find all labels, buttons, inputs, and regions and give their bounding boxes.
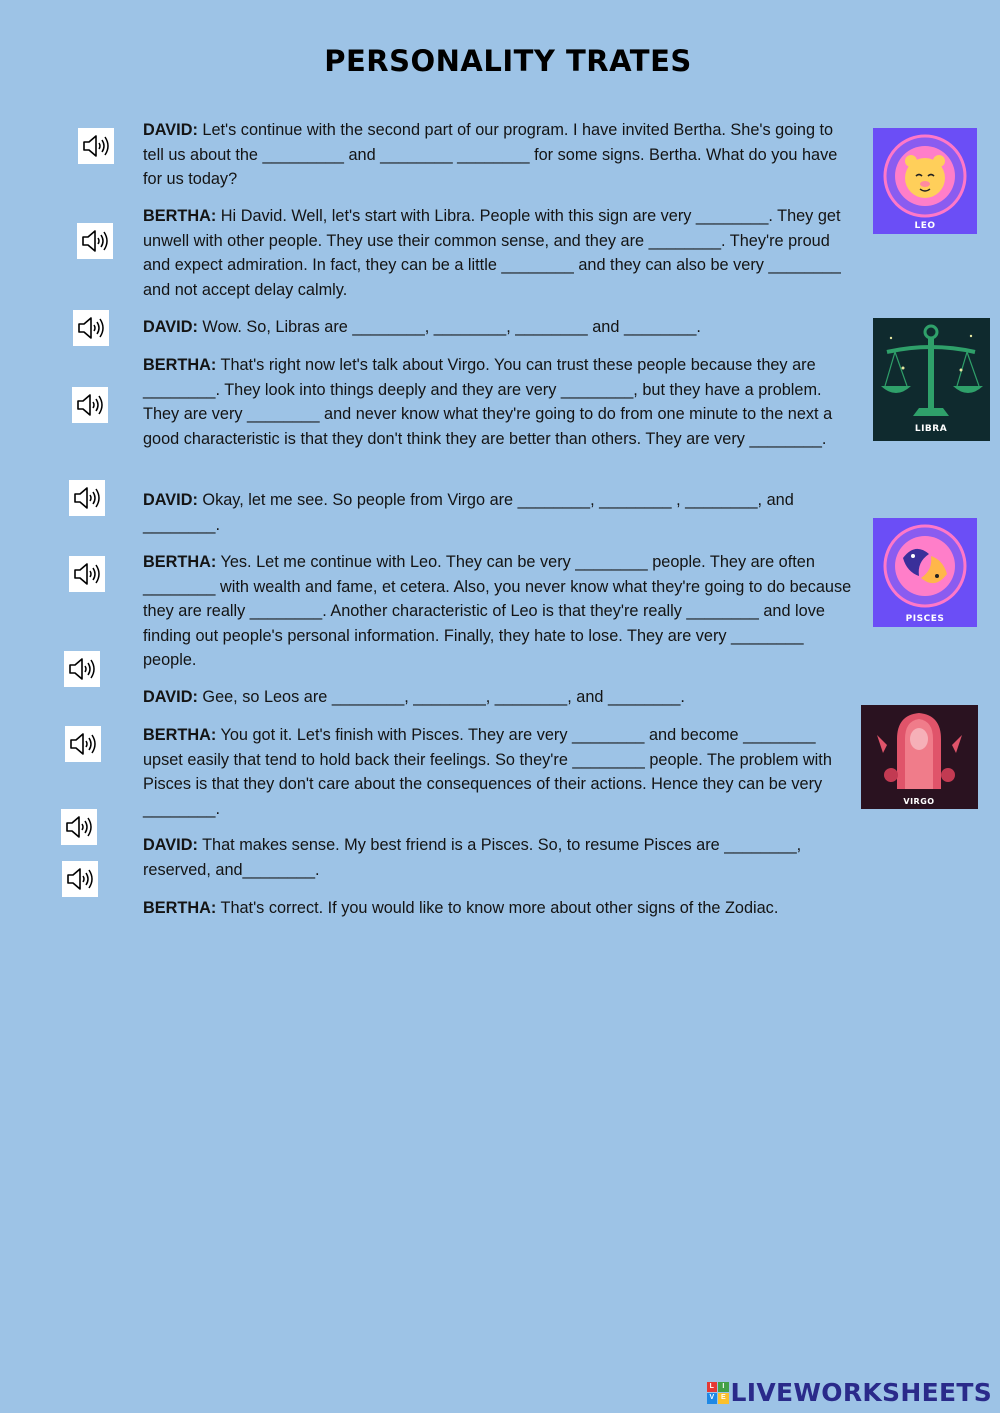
speaker-name: DAVID:	[143, 121, 198, 139]
speaker-name: BERTHA:	[143, 899, 217, 917]
dialogue-text: You got it. Let's finish with Pisces. They are very ________ and become ________ upset easily that tend to hold back their feelings. So they're ________ people. The problem with Pisces is that they don't care about the consequences of their actions. Hence they can be very ________.	[143, 726, 832, 818]
libra-scales-icon	[873, 318, 990, 441]
speaker-audio-icon	[64, 815, 94, 839]
dialogue-paragraph	[143, 488, 858, 537]
speaker-audio-icon	[67, 657, 97, 681]
virgo-sign-image	[861, 705, 978, 809]
dialogue-text: Yes. Let me continue with Leo. They can be very ________ people. They are often ________ with wealth and fame, et cetera. Also, you never know what they're going to do because they are really ________. Another characteristic of Leo is that they're really ________ and love finding out people's personal information. Finally, they hate to lose. They are very ________ people.	[143, 553, 852, 670]
pisces-sign-image	[873, 518, 977, 627]
dialogue-text: Okay, let me see. So people from Virgo are ________, ________ , ________, and ________.	[143, 491, 794, 534]
libra-sign-image	[873, 318, 990, 441]
speaker-name: BERTHA:	[143, 356, 217, 374]
logo-letter: L	[707, 1382, 718, 1393]
leo-sign-image	[873, 128, 977, 234]
dialogue-text: Let's continue with the second part of our program. I have invited Bertha. She's going to tell us about the _________ and ________ ________ for some signs. Bertha. What do you have for us today?	[143, 121, 838, 189]
dialogue-text: That's right now let's talk about Virgo. You can trust these people because they are ________. They look into things deeply and they are very ________, but they have a problem. They are very ________ and never know what they're going to do from one minute to the next a good characteristic is that they don't think they are better than others. They are very ________.	[143, 356, 833, 448]
pisces-fish-icon	[873, 518, 977, 627]
audio-button-2[interactable]	[77, 223, 113, 259]
brand-name: LIVEWORKSHEETS	[730, 1378, 992, 1407]
speaker-audio-icon	[81, 134, 111, 158]
audio-button-9[interactable]	[61, 809, 97, 845]
audio-button-7[interactable]	[64, 651, 100, 687]
speaker-audio-icon	[80, 229, 110, 253]
dialogue-paragraph	[143, 723, 858, 821]
logo-mark-icon	[707, 1382, 729, 1404]
audio-button-1[interactable]	[78, 128, 114, 164]
dialogue-paragraph	[143, 315, 858, 340]
speaker-audio-icon	[65, 867, 95, 891]
speaker-name: DAVID:	[143, 491, 198, 509]
audio-button-8[interactable]	[65, 726, 101, 762]
dialogue-paragraph	[143, 685, 858, 710]
dialogue-text: Gee, so Leos are ________, ________, ________, and ________.	[197, 688, 685, 706]
dialogue-paragraph	[143, 204, 858, 302]
dialogue-text: That makes sense. My best friend is a Pisces. So, to resume Pisces are ________, reserved, and________.	[143, 836, 802, 879]
speaker-audio-icon	[75, 393, 105, 417]
dialogue-paragraph	[143, 118, 858, 192]
dialogue-text: Hi David. Well, let's start with Libra. People with this sign are very ________. They get unwell with other people. They use their common sense, and they are ________. They're proud and expect admiration. In fact, they can be a little ________ and they can also be very ________ and not accept delay calmly.	[143, 207, 841, 299]
speaker-name: DAVID:	[143, 318, 198, 336]
audio-button-5[interactable]	[69, 480, 105, 516]
speaker-name: DAVID:	[143, 836, 198, 854]
libra-caption: LIBRA	[914, 424, 948, 434]
audio-button-6[interactable]	[69, 556, 105, 592]
speaker-audio-icon	[76, 316, 106, 340]
speaker-audio-icon	[72, 486, 102, 510]
speaker-name: BERTHA:	[143, 726, 217, 744]
leo-lion-icon	[873, 128, 977, 234]
dialogue-text: That's correct. If you would like to know more about other signs of the Zodiac.	[216, 899, 779, 917]
page-title: PERSONALITY TRATES	[324, 44, 692, 78]
dialogue-paragraph	[143, 833, 858, 882]
logo-letter: E	[718, 1393, 729, 1404]
dialogue-paragraph	[143, 353, 858, 451]
leo-caption: LEO	[914, 221, 936, 231]
dialogue-text: Wow. So, Libras are ________, ________, ________ and ________.	[197, 318, 701, 336]
speaker-name: DAVID:	[143, 688, 198, 706]
speaker-name: BERTHA:	[143, 553, 217, 571]
speaker-audio-icon	[68, 732, 98, 756]
virgo-maiden-icon	[861, 705, 978, 809]
logo-letter: V	[707, 1393, 718, 1404]
logo-letter: I	[718, 1382, 729, 1393]
audio-button-10[interactable]	[62, 861, 98, 897]
virgo-caption: VIRGO	[903, 797, 935, 806]
pisces-caption: PISCES	[905, 614, 945, 624]
audio-button-4[interactable]	[72, 387, 108, 423]
liveworksheets-logo[interactable]	[707, 1378, 992, 1407]
dialogue-paragraph	[143, 896, 858, 921]
audio-button-3[interactable]	[73, 310, 109, 346]
dialogue-paragraph	[143, 550, 858, 673]
speaker-name: BERTHA:	[143, 207, 217, 225]
speaker-audio-icon	[72, 562, 102, 586]
